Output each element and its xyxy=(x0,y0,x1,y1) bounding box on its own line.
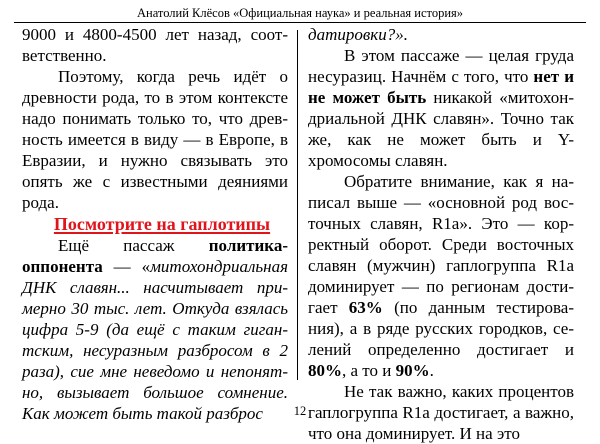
text-run: митохондриальная ДНК славян... насчитывает примерно 30 тыс. лет. Откуда взялась цифра 5-9 (да ещё с таким гигантским, несуразным разбросом в 2 раза), сие мне неведомо и непонятно, вызывает большое сомнение. Как может быть такой разброс xyxy=(22,257,288,423)
text-run: , а то и xyxy=(342,361,396,380)
text-run: 80% xyxy=(308,361,342,380)
column-divider xyxy=(297,30,298,380)
header-rule xyxy=(14,22,586,23)
text-run: политика-оппонента xyxy=(22,236,288,276)
page-number: 12 xyxy=(293,404,307,418)
body-paragraph xyxy=(308,45,574,171)
text-run: датировки?». xyxy=(308,25,408,44)
quote-paragraph xyxy=(22,235,288,424)
body-paragraph xyxy=(308,171,574,381)
text-run: Ещё пассаж xyxy=(58,236,209,255)
body-paragraph xyxy=(308,24,574,45)
text-run: . xyxy=(429,361,434,380)
right-column xyxy=(308,24,574,444)
text-run: нет и не может быть xyxy=(308,67,574,107)
text-run: 9000 и 4800-4500 лет назад, соответственно. xyxy=(22,25,288,65)
text-run: — « xyxy=(102,257,151,276)
text-run: (по данным тестирования), а в ряде русских городков, селений определенно достигает и xyxy=(308,298,574,359)
text-run: В этом пассаже — целая груда несуразиц. Начнём с того, что xyxy=(308,46,574,86)
text-run: 63% xyxy=(348,298,383,317)
body-paragraph xyxy=(22,66,288,213)
running-header: Анатолий Клёсов «Официальная наука» и реальная история» xyxy=(136,6,464,20)
text-run: никакой «митохондриальной ДНК славян». Точно так же, как не может быть и Y-хромосомы славян. xyxy=(308,88,575,170)
left-column xyxy=(22,24,288,424)
left-paragraphs xyxy=(22,24,288,213)
text-run: Не так важно, каких процентов гаплогруппа R1a достигает, а важно, что она доминирует. И на это xyxy=(308,382,574,443)
text-run: 90% xyxy=(395,361,430,380)
text-run: Обратите внимание, как я написал выше — «основной род восточных славян, R1a». Это — корректный оборот. Среди восточных славян (мужчин) гаплогруппа R1a доминирует — по регионам достигает xyxy=(308,172,574,317)
text-run: Поэтому, когда речь идёт о древности рода, то в этом контексте надо понимать только то, что древность имеется в виду — в Европе, в Евразии, и нужно связывать это опять же с известными деяниями рода. xyxy=(22,67,288,212)
body-paragraph xyxy=(22,24,288,66)
section-heading: Посмотрите на гаплотипы xyxy=(53,214,271,234)
